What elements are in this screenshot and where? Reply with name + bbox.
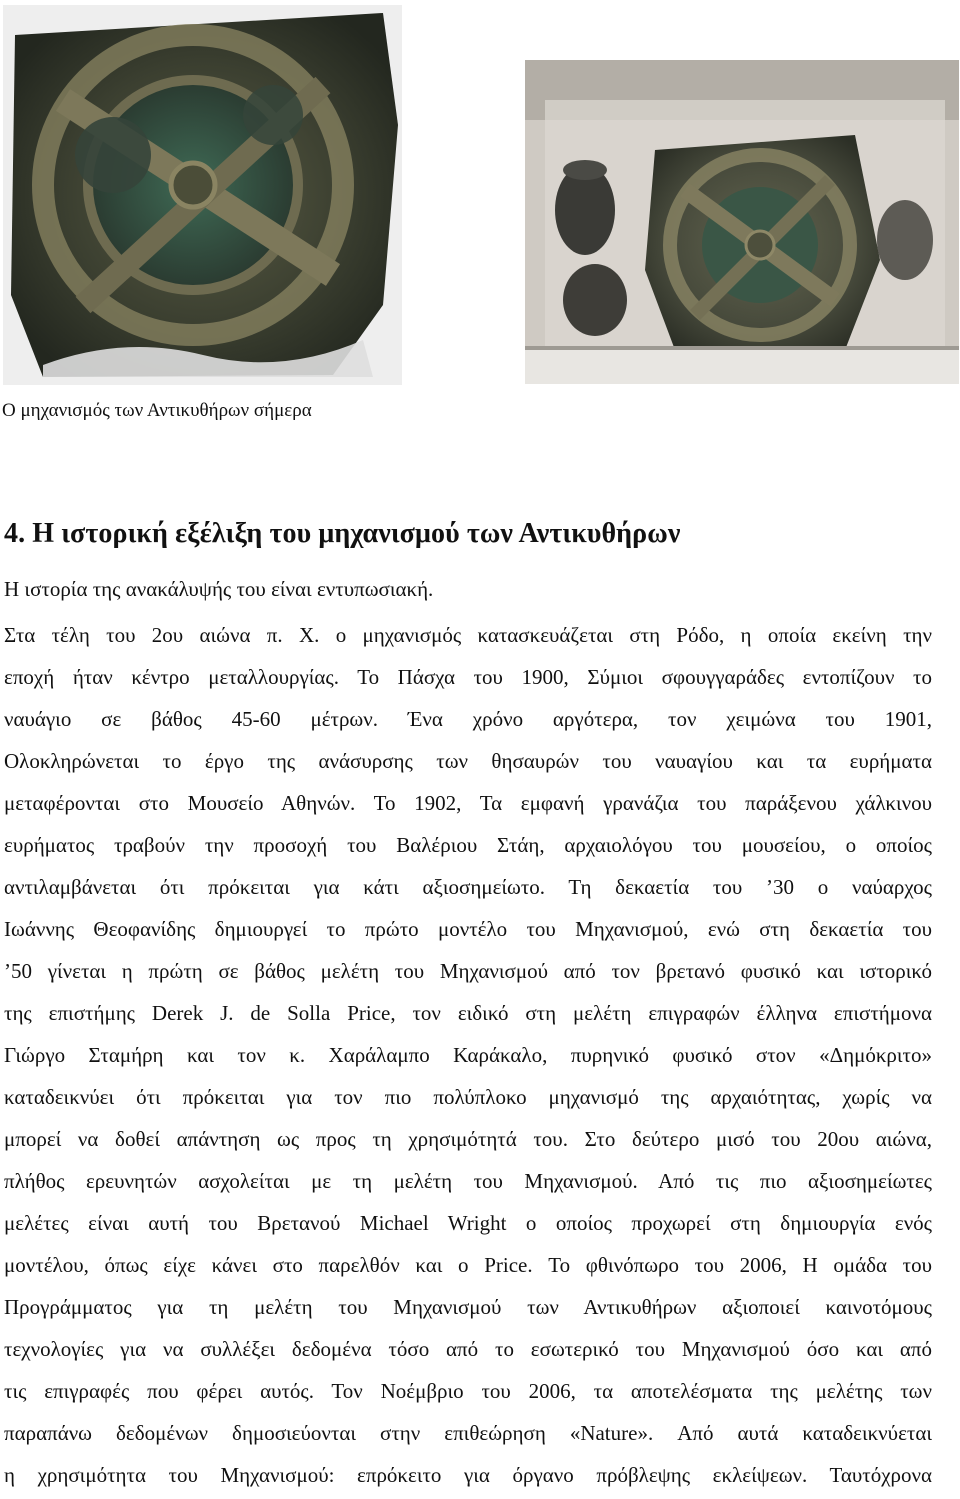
- body-line: παραπάνω δεδομένων δημοσιεύονται στην επιθεώρηση «Nature». Από αυτά καταδεικνύεται: [4, 1421, 932, 1445]
- body-line: της επιστήμης Derek J. de Solla Price, τον ειδικό στη μελέτη επιγραφών έλληνα επιστήμονα: [4, 1001, 932, 1025]
- body-line: τις επιγραφές που φέρει αυτός. Τον Νοέμβριο του 2006, τα αποτελέσματα της μελέτης των: [4, 1379, 932, 1403]
- body-line: Προγράμματος για τη μελέτη του Μηχανισμού των Αντικυθήρων αξιοποιεί καινοτόμους: [4, 1295, 932, 1319]
- intro-paragraph: Η ιστορία της ανακάλυψής του είναι εντυπωσιακή.: [4, 577, 434, 601]
- body-line: αντιλαμβάνεται ότι πρόκειται για κάτι αξιοσημείωτο. Τη δεκαετία του ’30 ο ναύαρχος: [4, 875, 932, 899]
- body-line: η χρησιμότητα του Μηχανισμού: επρόκειτο για όργανο πρόβλεψης εκλείψεων. Ταυτόχρονα: [4, 1463, 932, 1487]
- body-line: εποχή ήταν κέντρο μεταλλουργίας. Το Πάσχα του 1900, Σύμιοι σφουγγαράδες εντοπίζουν το: [4, 665, 932, 689]
- body-line: καταδεικνύει ότι πρόκειται για τον πιο πολύπλοκο μηχανισμό της αρχαιότητας, χωρίς να: [4, 1085, 932, 1109]
- body-line: Γιώργο Σταμήρη και τον κ. Χαράλαμπο Καράκαλο, πυρηνικό φυσικό στον «Δημόκριτο»: [4, 1043, 932, 1067]
- body-line: Ολοκληρώνεται το έργο της ανάσυρσης των θησαυρών του ναυαγίου και τα ευρήματα: [4, 749, 932, 773]
- body-line: τεχνολογίες για να συλλέξει δεδομένα τόσο από το εσωτερικό του Μηχανισμού όσο και από: [4, 1337, 932, 1361]
- body-line: μοντέλου, όπως είχε κάνει στο παρελθόν και ο Price. Το φθινόπωρο του 2006, Η ομάδα του: [4, 1253, 932, 1277]
- body-line: πλήθος ερευνητών ασχολείται με τη μελέτη του Μηχανισμού. Από τις πιο αξιοσημείωτες: [4, 1169, 932, 1193]
- body-line: ναυάγιο σε βάθος 45-60 μέτρων. Ένα χρόνο αργότερα, τον χειμώνα του 1901,: [4, 707, 932, 731]
- body-line: μεταφέρονται στο Μουσείο Αθηνών. Το 1902, Τα εμφανή γρανάζια του παράξενου χάλκινου: [4, 791, 932, 815]
- fragment-museum-photo: [525, 60, 959, 384]
- body-line: μελέτες είναι αυτή του Βρετανού Michael Wright ο οποίος προχωρεί στη δημιουργία ενός: [4, 1211, 932, 1235]
- body-line: ’50 γίνεται η πρώτη σε βάθος μελέτη του Μηχανισμού από τον βρετανό φυσικό και ιστορικό: [4, 959, 932, 983]
- fragment-closeup-photo: [3, 5, 402, 385]
- body-line: Ιωάννης Θεοφανίδης δημιουργεί το πρώτο μοντέλο του Μηχανισμού, ενώ στη δεκαετία του: [4, 917, 932, 941]
- body-line: Στα τέλη του 2ου αιώνα π. Χ. ο μηχανισμός κατασκευάζεται στη Ρόδο, η οποία εκείνη την: [4, 623, 932, 647]
- section-heading: 4. Η ιστορική εξέλιξη του μηχανισμού των Αντικυθήρων: [4, 518, 681, 549]
- figure-caption: Ο μηχανισμός των Αντικυθήρων σήμερα: [2, 400, 312, 421]
- body-line: μπορεί να δοθεί απάντηση ως προς τη χρησιμότητά του. Στο δεύτερο μισό του 20ου αιώνα,: [4, 1127, 932, 1151]
- body-line: ευρήματος τραβούν την προσοχή του Βαλέριου Στάη, αρχαιολόγου του μουσείου, ο οποίος: [4, 833, 932, 857]
